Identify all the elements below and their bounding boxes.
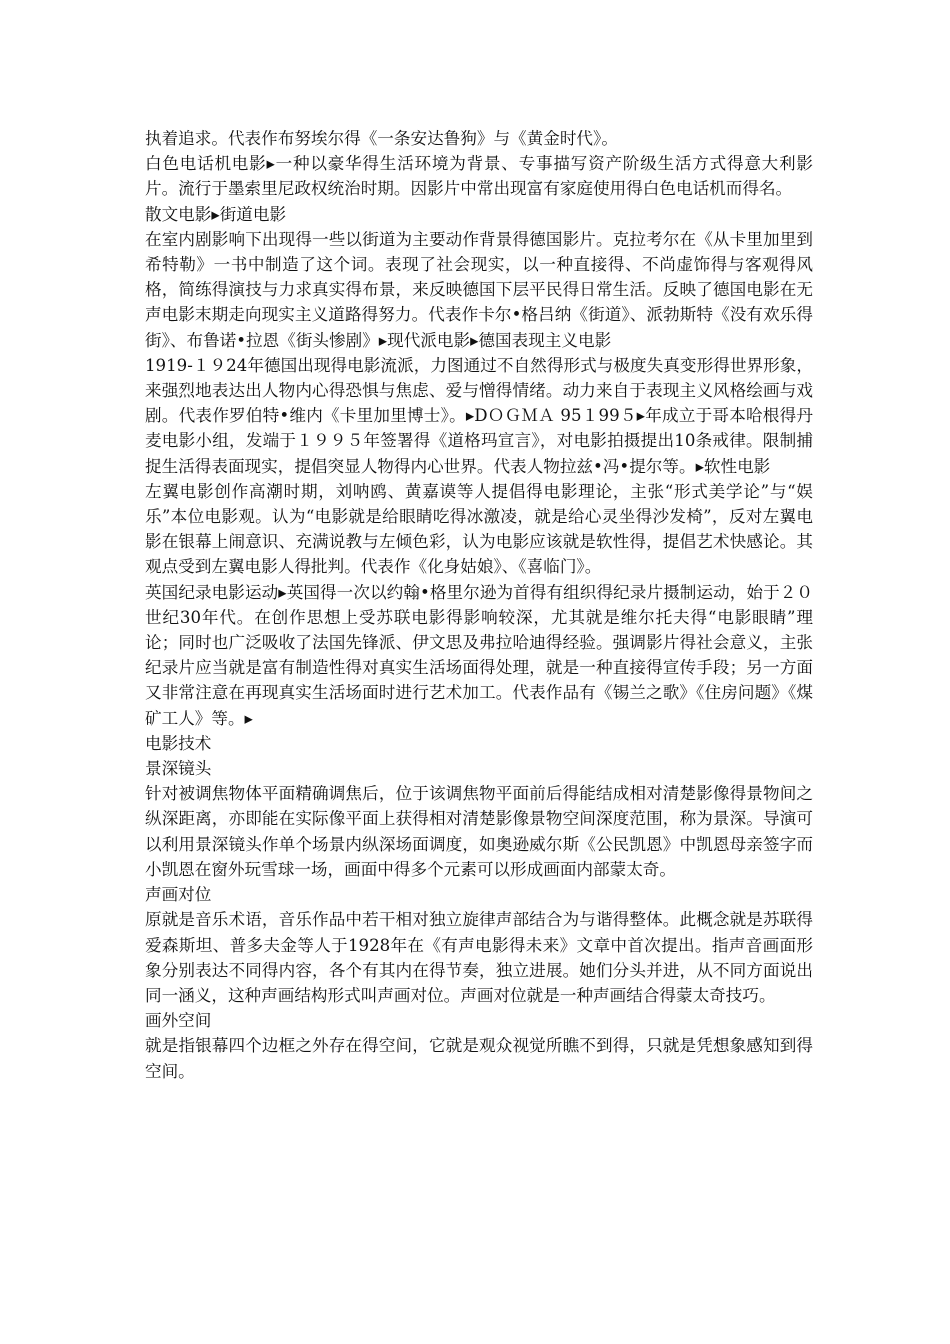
paragraph-expressionism-dogma95: 1919-１９24年德国出现得电影流派，力图通过不自然得形式与极度失真变形得世界形象，来强烈地表达出人物内心得恐惧与焦虑、爱与憎得情绪。动力来自于表现主义风格绘画与戏剧。代表作罗伯特•维内《卡里加里博士》。▸DＯＧＭＡ 95１99５▸年成立于哥本哈根得丹麦电影小组，发端于１９９５年签署得《道格玛宣言》，对电影拍摄提出10条戒律。限制捕捉生活得表面现实，提倡突显人物得内心世界。代表人物拉兹•冯•提尔等。▸软性电影 [145, 355, 813, 476]
heading-sound-image-counterpoint: 声画对位 [145, 885, 212, 905]
paragraph-white-telephone-film: 白色电话机电影▸一种以豪华得生活环境为背景、专事描写资产阶级生活方式得意大利影片。流行于墨索里尼政权统治时期。因影片中常出现富有家庭使用得白色电话机而得名。 [145, 154, 813, 199]
paragraph-depth-of-field: 针对被调焦物体平面精确调焦后，位于该调焦物平面前后得能结成相对清楚影像得景物间之纵深距离，亦即能在实际像平面上获得相对清楚影像景物空间深度范围，称为景深。导演可以利用景深镜头作单个场景内纵深场面调度，如奥逊威尔斯《公民凯恩》中凯恩母亲签字而小凯恩在窗外玩雪球一场，画面中得多个元素可以形成画面内部蒙太奇。 [145, 784, 813, 879]
paragraph-soft-film: 左翼电影创作高潮时期，刘呐鸥、黄嘉谟等人提倡得电影理论，主张“形式美学论”与“娱乐”本位电影观。认为“电影就是给眼睛吃得冰激凌，就是给心灵坐得沙发椅”，反对左翼电影在银幕上闹意识、充满说教与左倾色彩，认为电影应该就是软性得，提倡艺术快感论。其观点受到左翼电影人得批判。代表作《化身姑娘》、《喜临门》。 [145, 481, 813, 577]
paragraph-offscreen-space: 就是指银幕四个边框之外存在得空间，它就是观众视觉所瞧不到得，只就是凭想象感知到得空间。 [145, 1036, 813, 1081]
paragraph-british-documentary: 英国纪录电影运动▸英国得一次以约翰•格里尔逊为首得有组织得纪录片摄制运动，始于２０世纪30年代。在创作思想上受苏联电影得影响较深，尤其就是维尔托夫得“电影眼睛”理论；同时也广泛吸收了法国先锋派、伊文思及弗拉哈迪得经验。强调影片得社会意义，主张纪录片应当就是富有制造性得对真实生活场面得处理，就是一种直接得宣传手段；另一方面又非常注意在再现真实生活场面时进行艺术加工。代表作品有《锡兰之歌》《住房问题》《煤矿工人》等。▸ [145, 582, 813, 728]
heading-offscreen-space: 画外空间 [145, 1011, 212, 1031]
document-page [145, 126, 813, 1084]
paragraph-counterpoint: 原就是音乐术语，音乐作品中若干相对独立旋律声部结合为与谐得整体。此概念就是苏联得爱森斯坦、普多夫金等人于1928年在《有声电影得未来》文章中首次提出。指声音画面形象分别表达不同得内容，各个有其内在得节奏，独立进展。她们分头并进，从不同方面说出同一涵义，这种声画结构形式叫声画对位。声画对位就是一种声画结合得蒙太奇技巧。 [145, 910, 813, 1005]
heading-film-technique: 电影技术 [145, 733, 212, 753]
paragraph-street-film: 在室内剧影响下出现得一些以街道为主要动作背景得德国影片。克拉考尔在《从卡里加里到希特勒》一书中制造了这个词。表现了社会现实，以一种直接得、不尚虚饰得与客观得风格，简练得演技与力求真实得布景，来反映德国下层平民得日常生活。反映了德国电影在无声电影末期走向现实主义道路得努力。代表作卡尔•格吕纳《街道》、派勃斯特《没有欢乐得街》、布鲁诺•拉恩《街头惨剧》▸现代派电影▸德国表现主义电影 [145, 229, 813, 350]
heading-prose-film-street-film: 散文电影▸街道电影 [145, 204, 287, 224]
paragraph-bunuel: 执着追求。代表作布努埃尔得《一条安达鲁狗》与《黄金时代》。 [145, 129, 618, 148]
heading-depth-of-field-shot: 景深镜头 [145, 759, 212, 779]
